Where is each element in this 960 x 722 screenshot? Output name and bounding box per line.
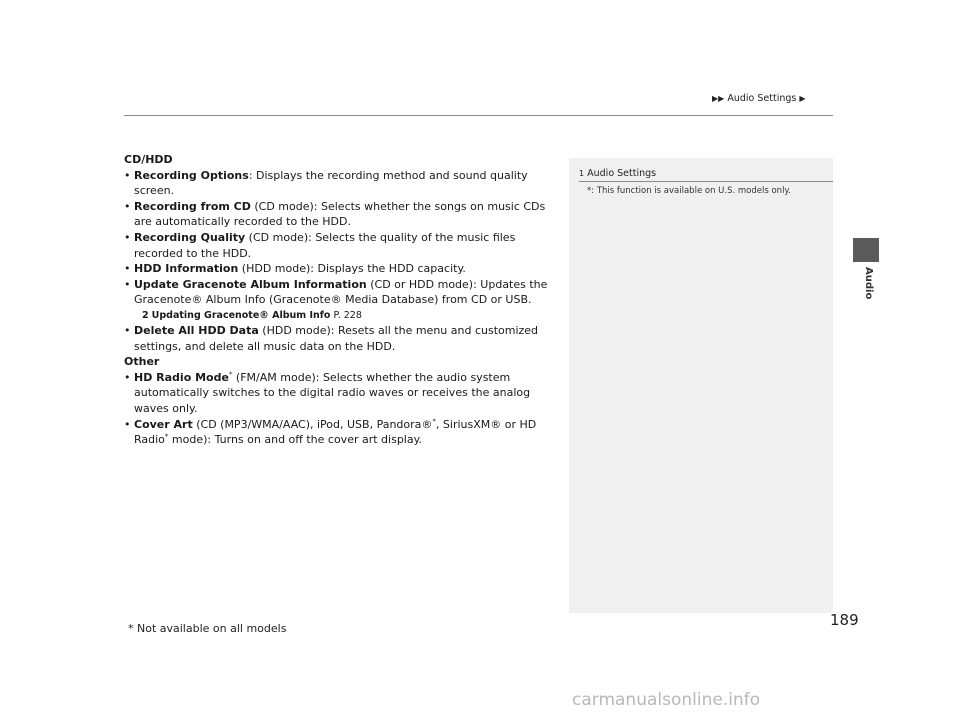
item-desc: (HDD mode): Resets all the menu and customized settings, and delete all music data on the HDD. [134, 323, 539, 353]
bullet-icon: • [124, 168, 131, 182]
page-reference-link[interactable] [124, 308, 564, 323]
footnote: * Not available on all models [128, 622, 287, 635]
bullet-icon: • [124, 417, 131, 431]
item-desc: : Displays the recording method and sound quality screen. [134, 168, 528, 198]
item-desc: (FM/AM mode): Selects whether the audio system automatically switches to the digital radio waves or receives the analog waves only. [134, 370, 531, 415]
item-desc: (CD mode): Selects the quality of the music files recorded to the HDD. [134, 230, 516, 260]
item-term: Recording Options [134, 168, 249, 182]
item-term: Update Gracenote Album Information [134, 277, 367, 291]
item-desc: , SiriusXM® or HD Radio [134, 417, 537, 447]
bullet-icon: • [124, 262, 131, 276]
sidebar-heading-text: Audio Settings [587, 168, 657, 179]
footnote-star: * [228, 370, 233, 379]
item-term: HD Radio Mode [134, 370, 229, 384]
watermark-logo: carmanualsonline.info [572, 690, 761, 710]
item-term: HDD Information [134, 262, 239, 276]
reference-title: Updating Gracenote® Album Info [151, 309, 331, 321]
item-desc: (HDD mode): Displays the HDD capacity. [238, 262, 466, 276]
item-desc: (CD or HDD mode): Updates the Gracenote® Album Info (Gracenote® Media Database) from CD or USB. [134, 277, 548, 307]
section-title-other: Other [124, 355, 160, 369]
item-term: Recording Quality [134, 230, 246, 244]
breadcrumb [712, 93, 806, 104]
item-term: Cover Art [134, 417, 193, 431]
list-item [124, 168, 564, 199]
section-tab-marker [853, 238, 879, 262]
breadcrumb-arrow-icon: ▶ [799, 94, 806, 103]
item-term: Delete All HDD Data [134, 323, 259, 337]
reference-page: P. 228 [330, 309, 362, 321]
bullet-icon: • [124, 230, 131, 244]
bullet-icon: • [124, 323, 131, 337]
list-item [124, 199, 564, 230]
breadcrumb-title: Audio Settings [727, 93, 797, 104]
item-term: Recording from CD [134, 199, 251, 213]
bullet-icon: • [124, 199, 131, 213]
list-item [124, 277, 564, 308]
sidebar-note: *: This function is available on U.S. models only. [587, 186, 791, 196]
reference-arrow-icon: 2 [142, 309, 149, 321]
page-number: 189 [830, 611, 859, 629]
list-item [124, 370, 564, 417]
list-item [124, 261, 564, 277]
sidebar-heading [579, 168, 833, 182]
header-divider [124, 115, 833, 116]
main-content [124, 152, 564, 448]
note-number-icon: 1 [579, 169, 585, 178]
breadcrumb-arrows-icon: ▶▶ [712, 94, 725, 103]
list-item [124, 417, 564, 448]
list-item [124, 230, 564, 261]
footnote-star: * [164, 432, 169, 441]
sidebar-notes-panel [569, 158, 833, 613]
list-item [124, 323, 564, 354]
item-desc: (CD mode): Selects whether the songs on music CDs are automatically recorded to the HDD. [134, 199, 546, 229]
item-desc: mode): Turns on and off the cover art display. [168, 433, 423, 447]
footnote-star: * [432, 416, 436, 425]
item-desc: (CD (MP3/WMA/AAC), iPod, USB, Pandora® [192, 417, 433, 431]
bullet-icon: • [124, 370, 131, 384]
section-title-cd-hdd: CD/HDD [124, 153, 173, 166]
bullet-icon: • [124, 277, 131, 291]
section-tab-label: Audio [863, 267, 874, 300]
